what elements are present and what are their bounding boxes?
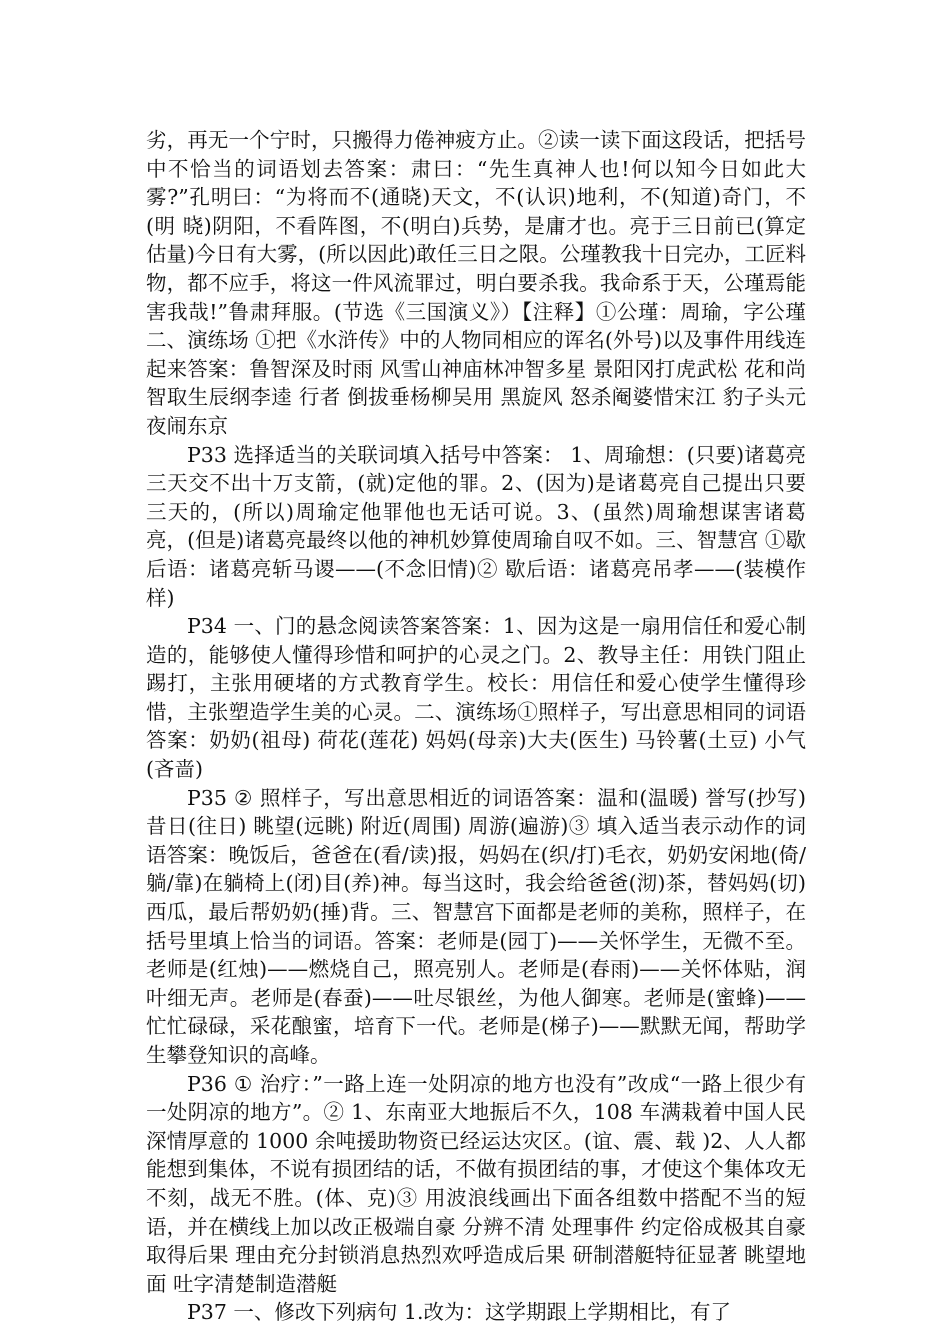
paragraph-p37: P37 一、修改下列病句 1.改为：这学期跟上学期相比，有了 bbox=[187, 1300, 731, 1325]
paragraph-continued: 劣，再无一个宁时，只搬得力倦神疲方止。②读一读下面这段话，把括号中不恰当的词语划去答案：肃曰：“先生真神人也!何以知今日如此大雾?”孔明曰：“为将而不(通晓)天文，不(认识)地利，不(知道)奇门，不(明 晓)阴阳，不看阵图，不(明白)兵势，是庸才也。亮于三日前已(算定估量)今日有大雾，(所以因此)敢任三日之限。公瑾教我十日完办，工匠料物，都不应手，将这一件风流罪过，明白要杀我。我命系于天，公瑾焉能害我哉!”鲁肃拜服。(节选《三国演义》）【注释】①公瑾：周瑜，字公瑾二、演练场 ①把《水浒传》中的人物同相应的诨名(外号)以及事件用线连起来答案：鲁智深及时雨 风雪山神庙林冲智多星 景阳冈打虎武松 花和尚智取生辰纲李逵 行者 倒拔垂杨柳吴用 黑旋风 怒杀阉婆惜宋江 豹子头元夜闹东京 bbox=[146, 128, 806, 438]
paragraph-p33: P33 选择适当的关联词填入括号中答案： 1、周瑜想：(只要)诸葛亮三天交不出十万支箭，(就)定他的罪。2、(因为)是诸葛亮自己提出只要三天的，(所以)周瑜定他罪他也无话可说。3、(虽然)周瑜想谋害诸葛亮，(但是)诸葛亮最终以他的神机妙算使周瑜自叹不如。三、智慧宫 ①歇后语：诸葛亮斩马谡——(不念旧情)② 歇后语：诸葛亮吊孝——(装模作样) bbox=[146, 442, 806, 610]
document-page bbox=[146, 126, 806, 1327]
paragraph-p34: P34 一、门的悬念阅读答案答案：1、因为这是一扇用信任和爱心制造的，能够使人懂得珍惜和呵护的心灵之门。2、教导主任：用铁门阻止踢打，主张用硬堵的方式教育学生。校长：用信任和爱心使学生懂得珍惜，主张塑造学生美的心灵。二、演练场①照样子，写出意思相同的词语答案：奶奶(祖母) 荷花(莲花) 妈妈(母亲)大夫(医生) 马铃薯(土豆) 小气(吝啬) bbox=[146, 614, 806, 782]
paragraph-p36: P36 ① 治疗：”一路上连一处阴凉的地方也没有”改成“一路上很少有一处阴凉的地方”。② 1、东南亚大地振后不久，108 车满栽着中国人民深情厚意的 1000 余吨援助物资已经运达灾区。(谊、震、载 )2、人人都能想到集体，不说有损团结的话，不做有损团结的事，才使这个集体攻无不刻，战无不胜。(体、克)③ 用波浪线画出下面各组数中搭配不当的短语，并在横线上加以改正极端自豪 分辨不清 处理事件 约定俗成极其自豪取得后果 理由充分封锁消息热烈欢呼造成后果 研制潜艇特征显著 眺望地面 吐字清楚制造潜艇 bbox=[146, 1071, 806, 1296]
paragraph-p35: P35 ② 照样子，写出意思相近的词语答案：温和(温暖) 誉写(抄写) 昔日(往日) 眺望(远眺) 附近(周围) 周游(遍游)③ 填入适当表示动作的词语答案：晚饭后，爸爸在(看/读)报，妈妈在(织/打)毛衣，奶奶安闲地(倚/躺/靠)在躺椅上(闭)目(养)神。每当这时，我会给爸爸(沏)茶，替妈妈(切)西瓜，最后帮奶奶(捶)背。三、智慧宫下面都是老师的美称，照样子，在括号里填上恰当的词语。答案：老师是(园丁)——关怀学生，无微不至。老师是(红烛)——燃烧自己，照亮别人。老师是(春雨)——关怀体贴，润叶细无声。老师是(春蚕)——吐尽银丝，为他人御寒。老师是(蜜蜂)——忙忙碌碌，采花酿蜜，培育下一代。老师是(梯子)——默默无闻，帮助学生攀登知识的高峰。 bbox=[146, 785, 806, 1067]
